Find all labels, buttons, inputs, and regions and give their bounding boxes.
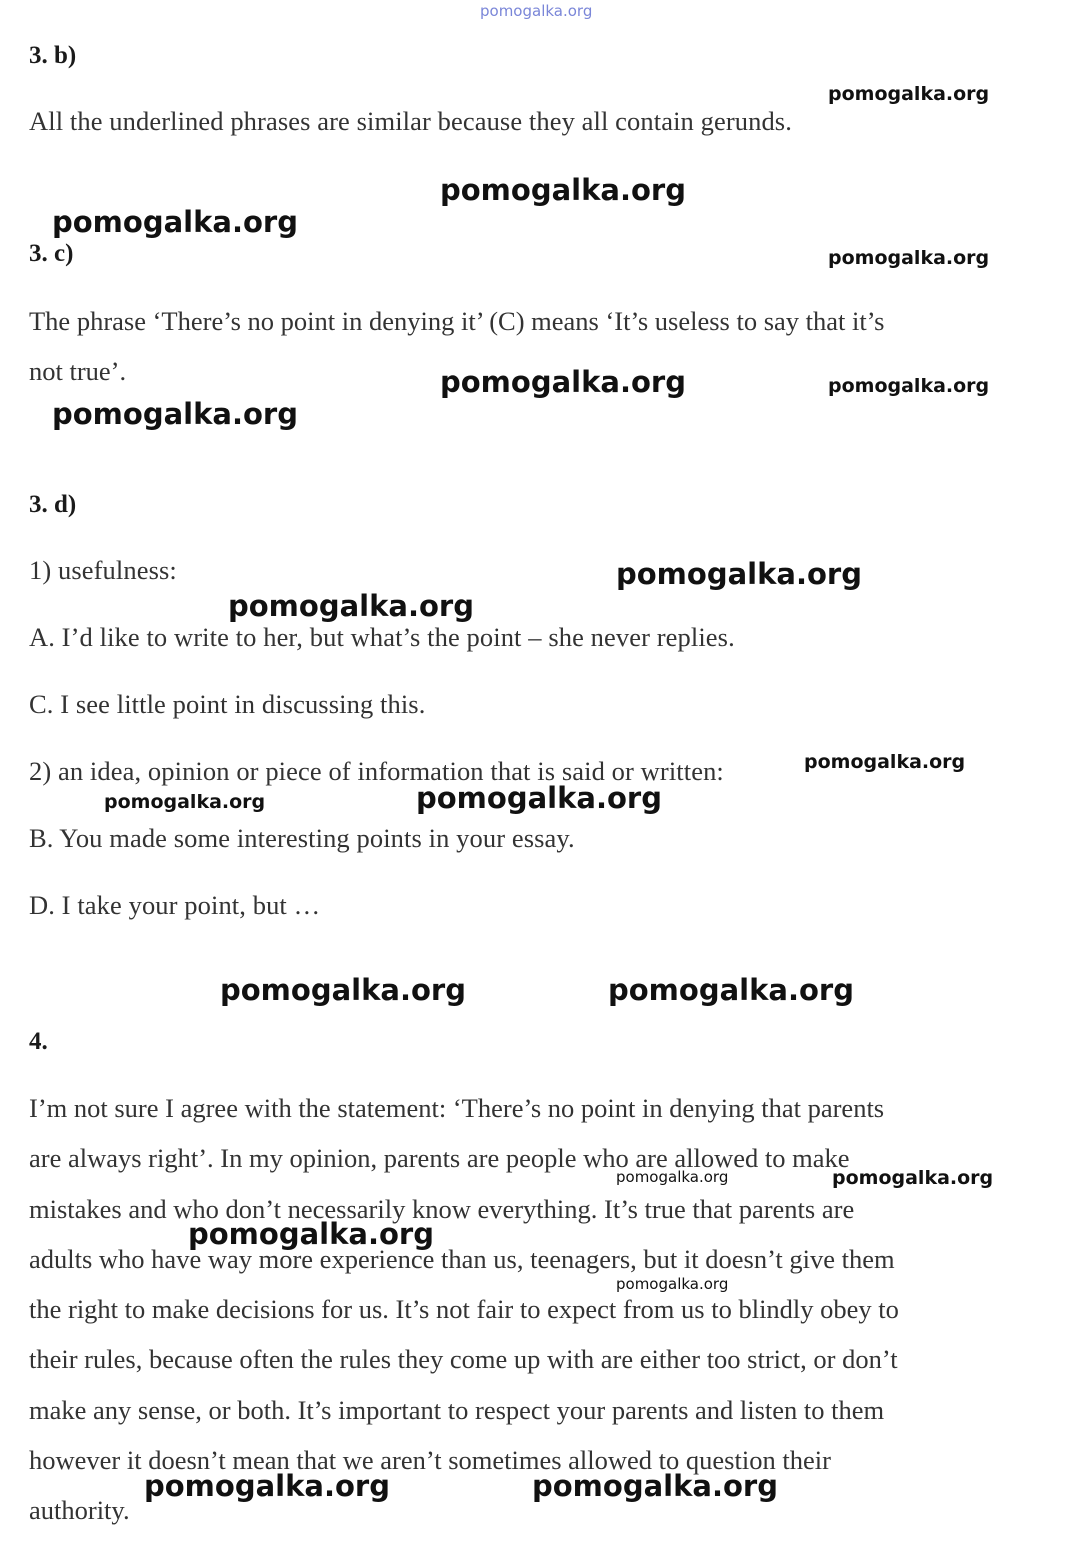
- watermark: pomogalka.org: [104, 791, 266, 813]
- text-line: authority.: [29, 1495, 130, 1526]
- text-line: their rules, because often the rules they come up with are either too strict, or don’t: [29, 1344, 898, 1375]
- text-line: The phrase ‘There’s no point in denying it’ (C) means ‘It’s useless to say that it’s: [29, 306, 885, 336]
- section-4-essay: [29, 1083, 1019, 1536]
- watermark: pomogalka.org: [828, 247, 990, 269]
- section-3d-example-c: C. I see little point in discussing this.: [29, 689, 426, 719]
- watermark: pomogalka.org: [616, 1275, 729, 1293]
- text-line: not true’.: [29, 356, 127, 387]
- watermark: pomogalka.org: [616, 557, 862, 591]
- watermark: pomogalka.org: [608, 973, 854, 1007]
- section-3d-item2: 2) an idea, opinion or piece of information that is said or written:: [29, 756, 724, 786]
- watermark: pomogalka.org: [228, 589, 474, 623]
- text-line: however it doesn’t mean that we aren’t sometimes allowed to question their: [29, 1445, 831, 1476]
- text-line: I’m not sure I agree with the statement: ‘There’s no point in denying that parents: [29, 1093, 885, 1123]
- watermark-top: pomogalka.org: [480, 2, 593, 20]
- watermark: pomogalka.org: [828, 375, 990, 397]
- section-3d-heading: 3. d): [29, 491, 77, 518]
- text-line: make any sense, or both. It’s important to respect your parents and listen to them: [29, 1394, 885, 1425]
- watermark: pomogalka.org: [220, 973, 466, 1007]
- watermark: pomogalka.org: [828, 83, 990, 105]
- watermark: pomogalka.org: [832, 1167, 994, 1189]
- text-line: mistakes and who don’t necessarily know everything. It’s true that parents are: [29, 1193, 855, 1224]
- watermark: pomogalka.org: [144, 1469, 390, 1503]
- section-4-heading: 4.: [29, 1028, 48, 1055]
- watermark: pomogalka.org: [616, 1168, 729, 1186]
- text-line: are always right’. In my opinion, parents are people who are allowed to make: [29, 1143, 850, 1174]
- section-3d-example-b: B. You made some interesting points in your essay.: [29, 823, 575, 853]
- watermark: pomogalka.org: [804, 751, 966, 773]
- watermark: pomogalka.org: [440, 365, 686, 399]
- section-3b-heading: 3. b): [29, 42, 77, 69]
- watermark: pomogalka.org: [52, 205, 298, 239]
- text-line: adults who have way more experience than us, teenagers, but it doesn’t give them: [29, 1243, 895, 1274]
- section-3c-heading: 3. c): [29, 240, 74, 267]
- watermark: pomogalka.org: [416, 781, 662, 815]
- section-3d-item1: 1) usefulness:: [29, 555, 177, 585]
- watermark: pomogalka.org: [52, 397, 298, 431]
- watermark: pomogalka.org: [188, 1217, 434, 1251]
- section-3d-example-a: A. I’d like to write to her, but what’s the point – she never replies.: [29, 622, 735, 652]
- watermark: pomogalka.org: [440, 173, 686, 207]
- section-3d-example-d: D. I take your point, but …: [29, 890, 321, 920]
- text-line: the right to make decisions for us. It’s not fair to expect from us to blindly obey to: [29, 1294, 899, 1325]
- section-3b-text: All the underlined phrases are similar because they all contain gerunds.: [29, 106, 792, 136]
- watermark: pomogalka.org: [532, 1469, 778, 1503]
